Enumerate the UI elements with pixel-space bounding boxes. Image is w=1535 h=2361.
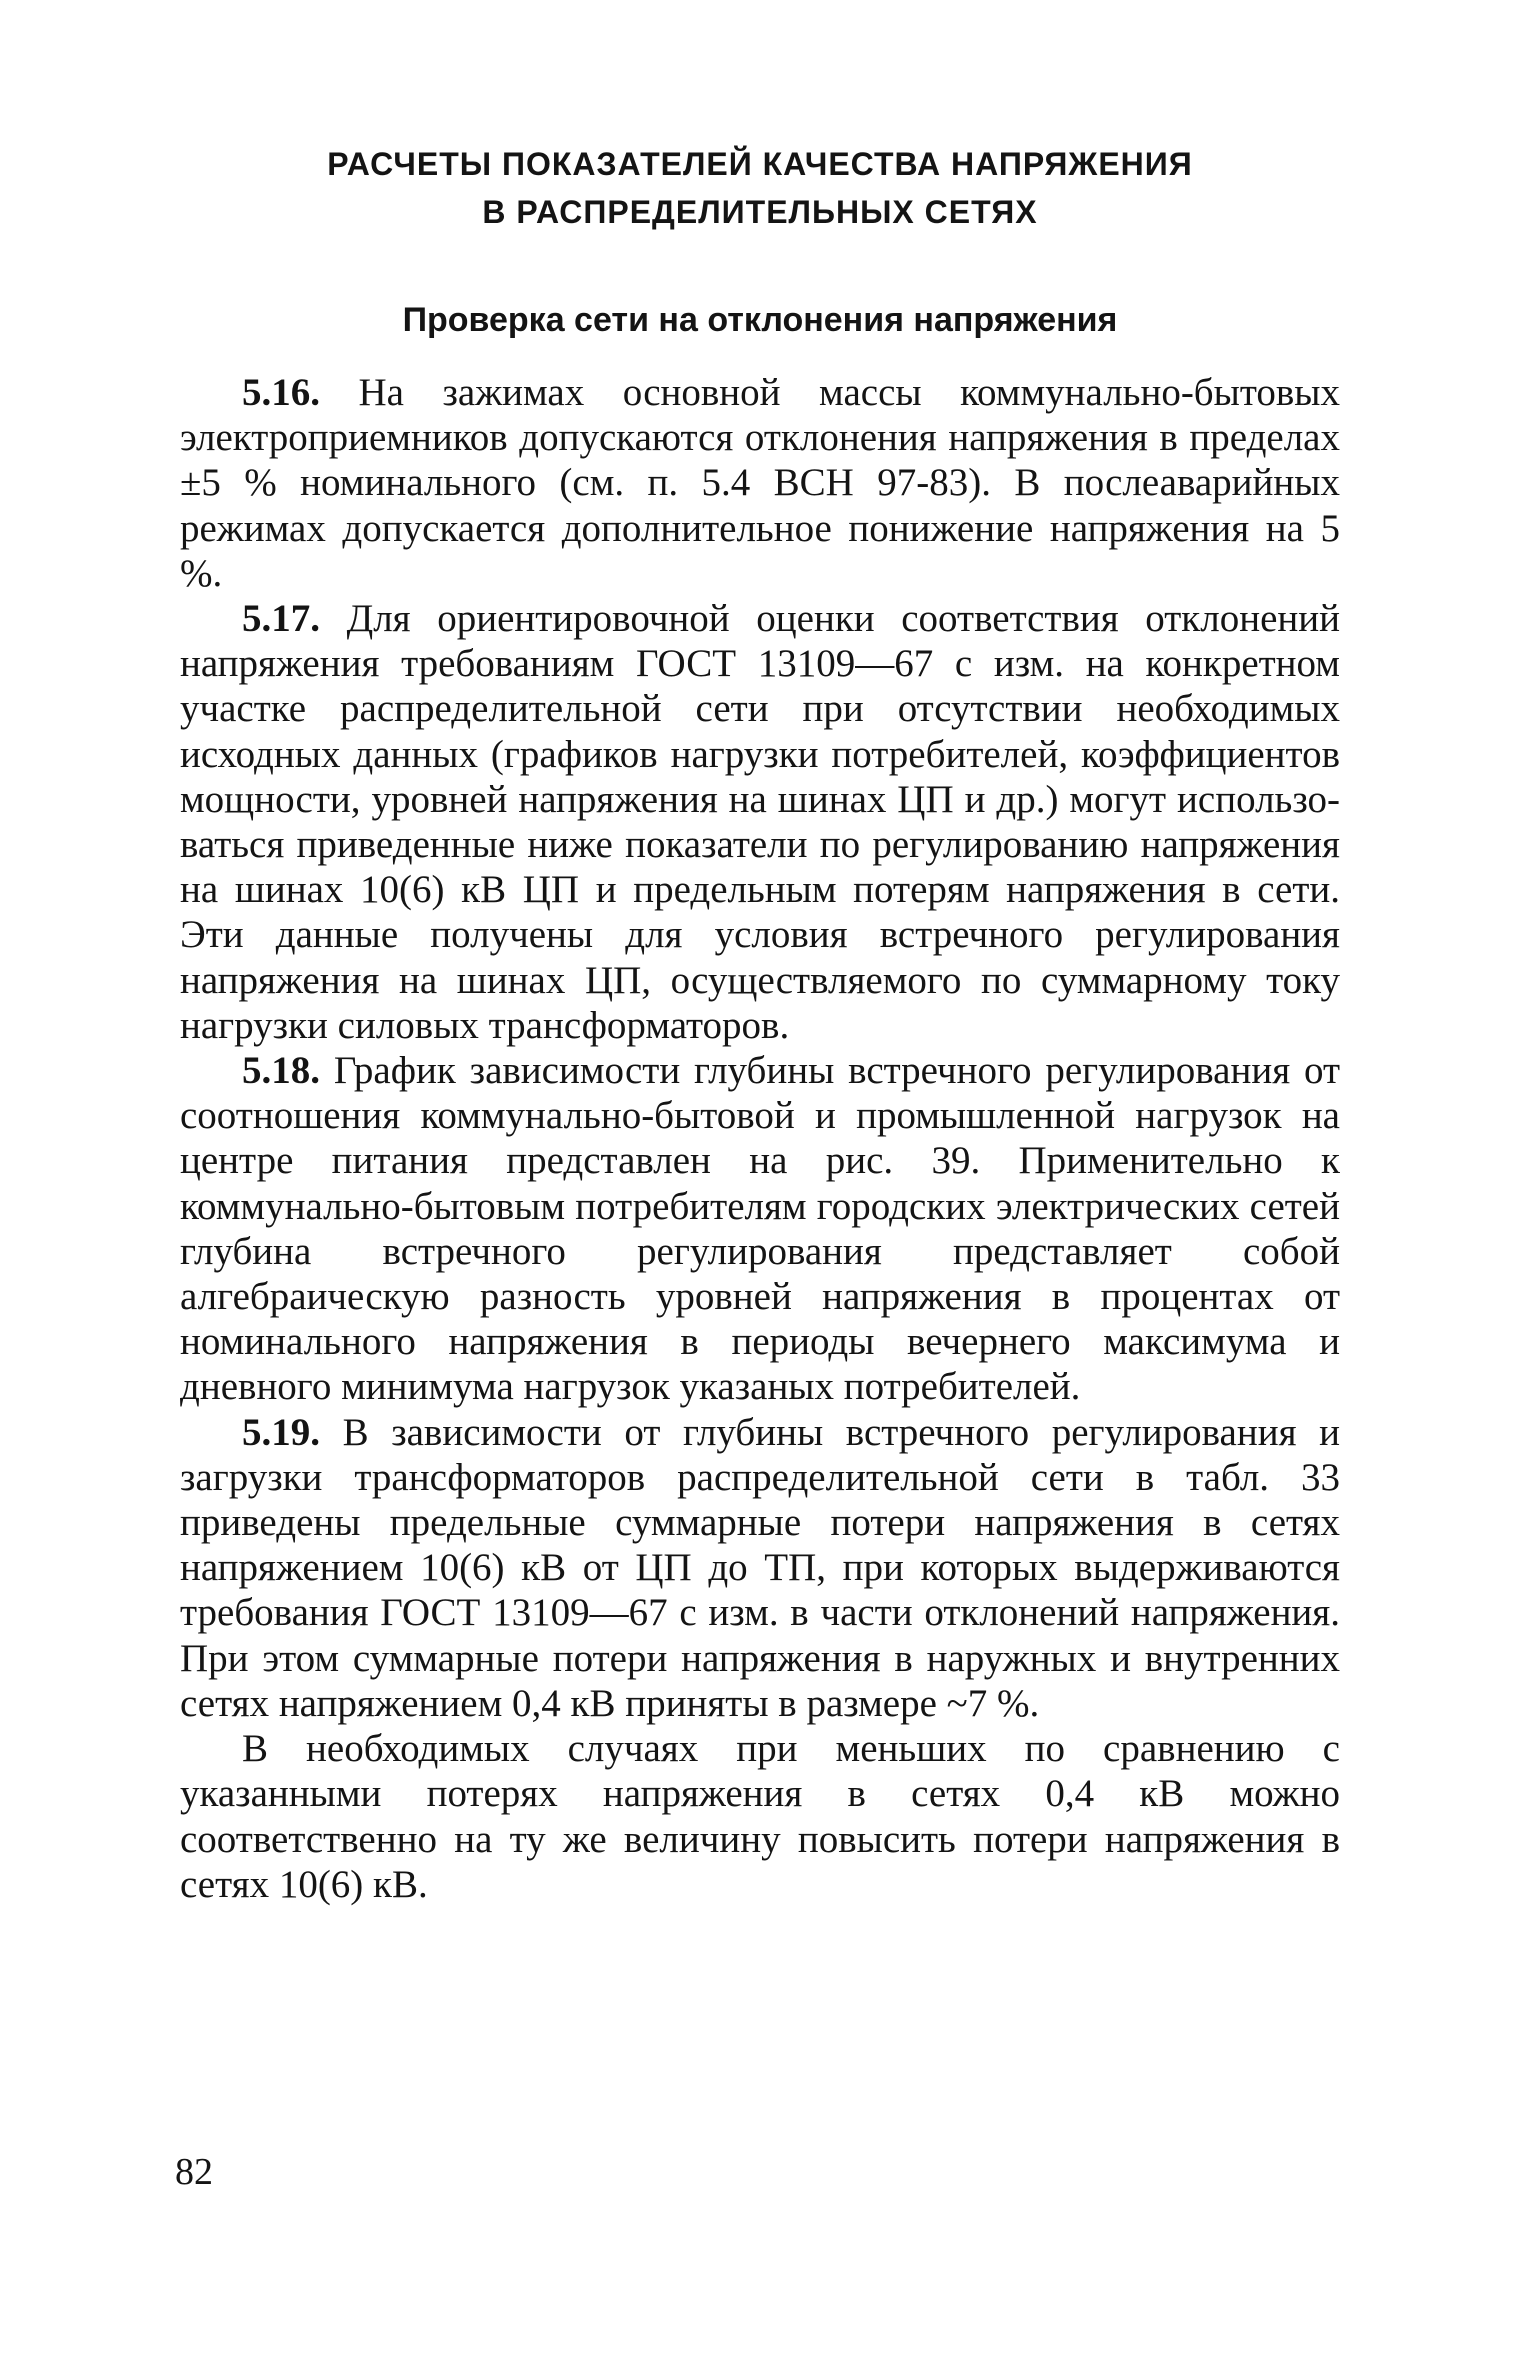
paragraph-text: График зависимости глубины встречного регулирования от соотношения коммунально-бытовой и промышленной нагрузок на центре питания представлен на рис. 39. Применительно к коммунально-бытовым потребителям городских электрических сетей глубина встречного регулирования представляет собой алгебраическую разность уровней напряжения в процентах от номинального напряжения в периоды вечернего максимума и дневного минимума нагрузок указаных потребителей. [180,1049,1341,1409]
paragraph-number: 5.18. [242,1049,320,1093]
paragraph-5-17 [180,596,1340,1048]
paragraph-text: В зависимости от глубины встречного регулирования и загрузки трансформаторов распределительной сети в табл. 33 приведены предельные суммарные потери напряжения в сетях напряжением 10(6) кВ от ЦП до ТП, при которых выдерживаются требования ГОСТ 13109—67 с изм. в части отклонений напряжения. При этом суммарные потери напряжения в наружных и внутренних сетях напряжением 0,4 кВ приняты в размере ~7 %. [180,1410,1341,1725]
paragraph-number: 5.17. [242,597,320,641]
paragraph-5-16 [180,370,1340,596]
paragraph-text: Для ориентировочной оценки соответствия отклонений напряжения требованиям ГОСТ 13109—67 с изм. на конкретном участке распределительной сети при отсутствии необходимых исходных данных (графиков нагрузки потребителей, коэффициентов мощности, уровней напряжения на шинах ЦП и др.) могут использоваться приведенные ниже показатели по регулированию напряжения на шинах 10(6) кВ ЦП и предельным потерям напряжения в сети. Эти данные получены для условия встречного регулирования напряжения на шинах ЦП, осуществляемого по суммарному току нагрузки силовых трансформаторов. [180,597,1340,1047]
paragraph-5-18 [180,1048,1340,1410]
chapter-title-line1: РАСЧЕТЫ ПОКАЗАТЕЛЕЙ КАЧЕСТВА НАПРЯЖЕНИЯ [327,146,1193,182]
page-number: 82 [175,2151,213,2193]
chapter-title [180,140,1340,236]
section-title: Проверка сети на отклонения напряжения [402,301,1118,339]
paragraph-5-19 [180,1410,1340,1726]
paragraph-text: В необходимых случаях при меньших по сравнению с указанными потерях напряжения в сетях 0,4 кВ можно соответственно на ту же величину повысить потери напряжения в сетях 10(6) кВ. [180,1727,1340,1906]
paragraph-number: 5.16. [242,371,320,414]
paragraph-number: 5.19. [242,1410,320,1454]
book-page [180,140,1340,1907]
chapter-title-line2: В РАСПРЕДЕЛИТЕЛЬНЫХ СЕТЯХ [482,194,1038,230]
paragraph-text: На зажимах основной массы коммунально-бытовых электроприемников допускаются отклонения напряжения в пределах ±5 % номинального (см. п. 5.4 ВСН 97-83). В послеаварийных режимах допускается дополнительное понижение напряжения на 5 %. [180,371,1340,595]
paragraph-note [180,1726,1340,1907]
